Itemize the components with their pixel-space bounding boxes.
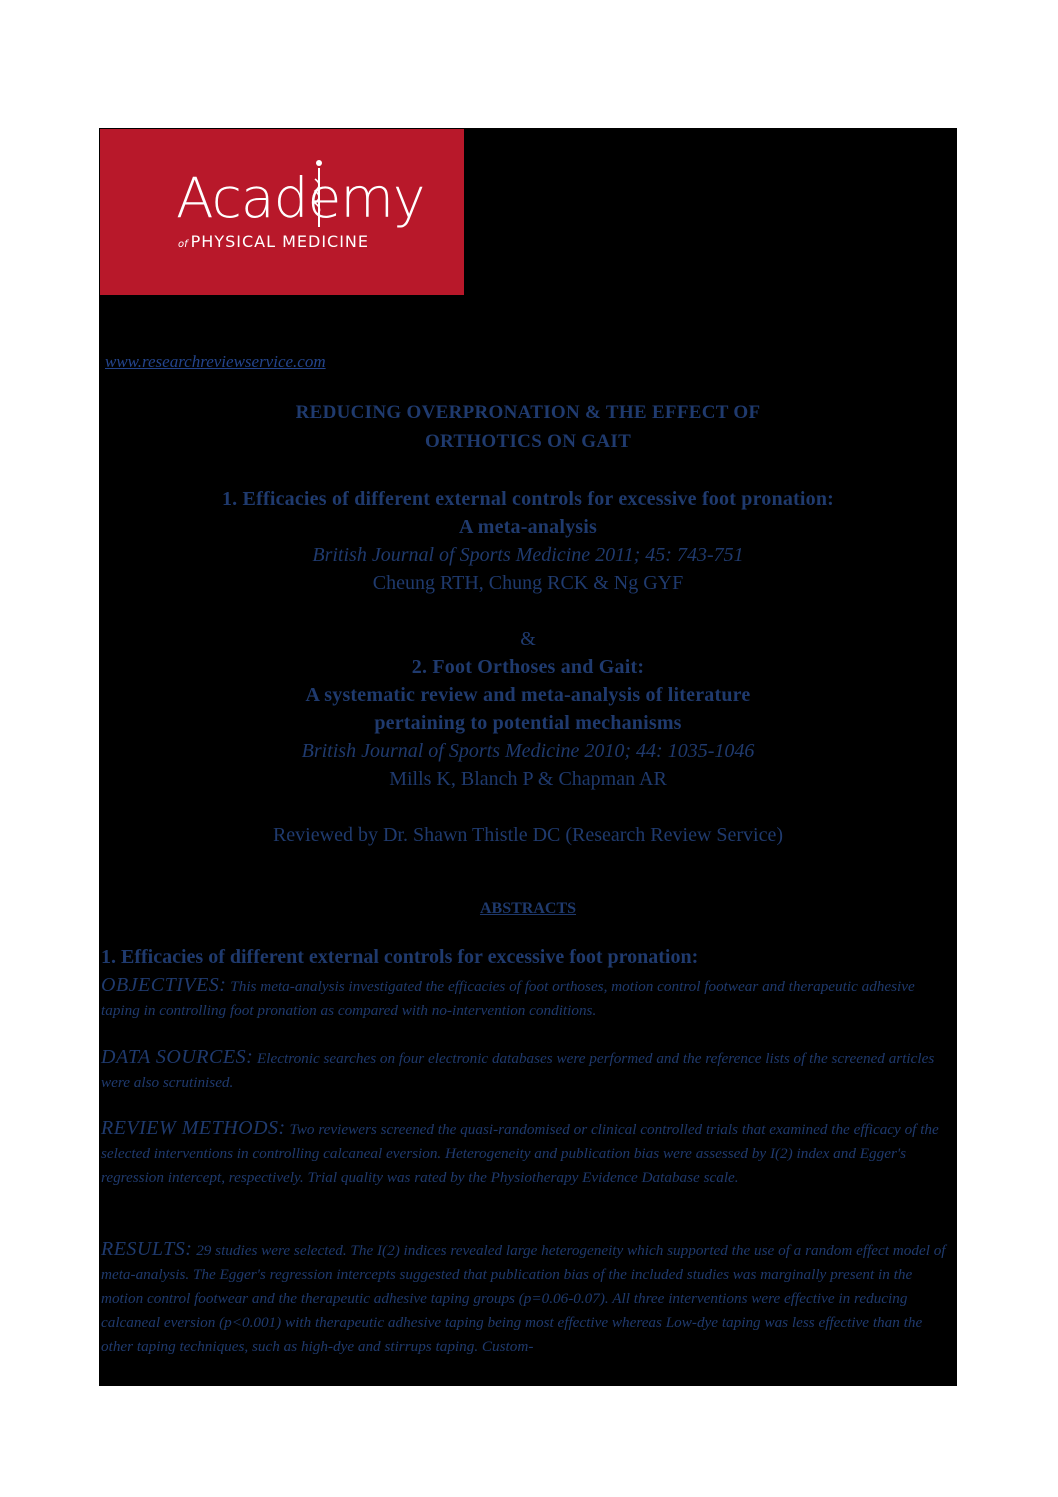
abstract1-section-title: 1. Efficacies of different external controls for excessive foot pronation: [101, 946, 699, 968]
logo-subtitle [178, 232, 369, 251]
objectives-text: This meta-analysis investigated the efficacies of foot orthoses, motion control footwear and therapeutic adhesive taping in controlling foot pronation as compared with no-intervention conditions. [101, 978, 915, 1019]
article2-title-line1: 2. Foot Orthoses and Gait: [411, 656, 645, 678]
document-title-line2: ORTHOTICS ON GAIT [424, 431, 632, 452]
ampersand: & [520, 628, 536, 650]
article1-journal: British Journal of Sports Medicine 2011; 45: 743-751 [312, 544, 744, 566]
article2-title-line2: A systematic review and meta-analysis of literature [305, 684, 751, 706]
article2-title-line3: pertaining to potential mechanisms [374, 712, 682, 734]
logo-wordmark: Academy [176, 166, 425, 230]
reviewer-line: Reviewed by Dr. Shawn Thistle DC (Research Review Service) [272, 824, 784, 846]
article1-authors: Cheung RTH, Chung RCK & Ng GYF [372, 572, 684, 594]
review-methods-text: Two reviewers screened the quasi-randomised or clinical controlled trials that examined the efficacy of the selected interventions in controlling calcaneal eversion. Heterogeneity and publication bias were assessed by I(2) index and Egger's regression intercept, respectively. Trial quality was rated by the Physiotherapy Evidence Database scale. [101, 1121, 939, 1186]
academy-logo [100, 129, 464, 295]
data-sources-label: DATA SOURCES: [101, 1046, 254, 1068]
article1-title-line2: A meta-analysis [459, 516, 597, 538]
review-methods-label: REVIEW METHODS: [101, 1117, 286, 1139]
results-label: RESULTS: [101, 1238, 193, 1260]
article1-title-line1: 1. Efficacies of different external controls for excessive foot pronation: [221, 488, 835, 510]
results-paragraph [101, 1237, 957, 1359]
results-text: 29 studies were selected. The I(2) indices revealed large heterogeneity which supported the use of a random effect model of meta-analysis. The Egger's regression intercepts suggested that publication bias of the included studies was marginally present in the motion control footwear and the therapeutic adhesive taping groups (p=0.06-0.07). All three interventions were effective in reducing calcaneal eversion (p<0.001) with therapeutic adhesive taping being most effective whereas Low-dye taping was less effective than the other taping techniques, such as high-dye and stirrups taping. Custom- [101, 1242, 946, 1355]
article2-journal: British Journal of Sports Medicine 2010; 44: 1035-1046 [301, 740, 755, 762]
data-sources-text: Electronic searches on four electronic databases were performed and the reference lists of the screened articles were also scrutinised. [101, 1050, 935, 1091]
document-page [99, 128, 957, 1386]
review-methods-paragraph [101, 1116, 957, 1190]
data-sources-paragraph [101, 1045, 957, 1095]
abstracts-heading: ABSTRACTS [479, 900, 577, 917]
website-link[interactable]: www.researchreviewservice.com [105, 352, 326, 371]
objectives-paragraph [101, 973, 957, 1023]
objectives-label: OBJECTIVES: [101, 974, 227, 996]
caduceus-icon [313, 159, 325, 229]
logo-subtitle-text: PHYSICAL MEDICINE [190, 232, 370, 251]
document-title-line1: REDUCING OVERPRONATION & THE EFFECT OF [295, 402, 761, 423]
logo-of: of [178, 239, 188, 250]
article2-authors: Mills K, Blanch P & Chapman AR [389, 768, 667, 790]
